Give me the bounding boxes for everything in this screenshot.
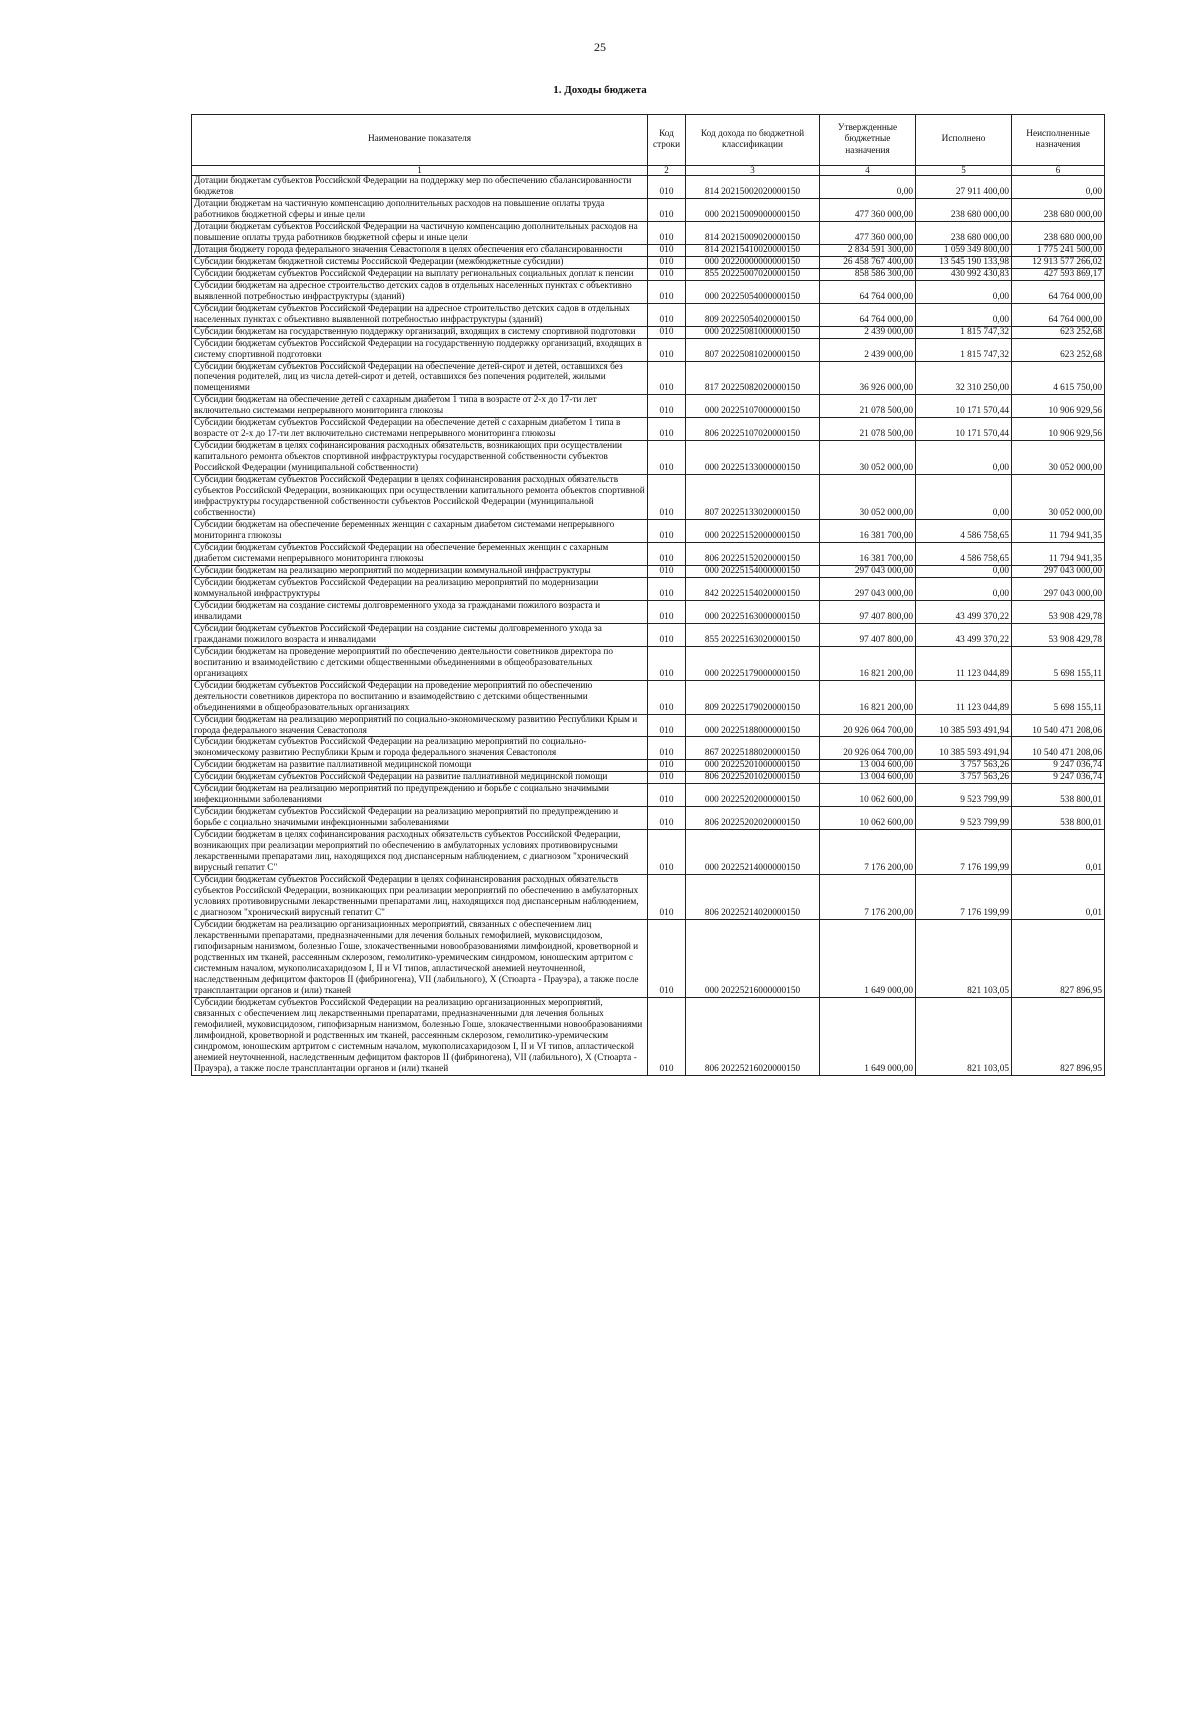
row-code: 010 bbox=[648, 565, 686, 577]
table-row bbox=[192, 714, 1105, 737]
row-approved: 477 360 000,00 bbox=[820, 221, 916, 244]
row-approved: 10 062 600,00 bbox=[820, 807, 916, 830]
column-number: 2 bbox=[648, 166, 686, 176]
row-code: 010 bbox=[648, 303, 686, 326]
table-row bbox=[192, 565, 1105, 577]
row-executed: 10 171 570,44 bbox=[916, 395, 1012, 418]
row-approved: 16 821 200,00 bbox=[820, 680, 916, 714]
row-approved: 97 407 800,00 bbox=[820, 600, 916, 623]
row-executed: 1 059 349 800,00 bbox=[916, 244, 1012, 256]
row-executed: 1 815 747,32 bbox=[916, 326, 1012, 338]
table-row bbox=[192, 280, 1105, 303]
row-code: 010 bbox=[648, 784, 686, 807]
row-executed: 7 176 199,99 bbox=[916, 830, 1012, 875]
row-executed: 27 911 400,00 bbox=[916, 176, 1012, 199]
row-executed: 821 103,05 bbox=[916, 919, 1012, 997]
row-name: Субсидии бюджетам на государственную поддержку организаций, входящих в систему спортивной подготовки bbox=[192, 326, 648, 338]
header-row bbox=[192, 115, 1105, 166]
row-approved: 297 043 000,00 bbox=[820, 565, 916, 577]
row-kbk: 809 20225054020000150 bbox=[686, 303, 820, 326]
row-code: 010 bbox=[648, 244, 686, 256]
row-unexecuted: 10 906 929,56 bbox=[1012, 395, 1105, 418]
row-executed: 4 586 758,65 bbox=[916, 543, 1012, 566]
row-executed: 10 385 593 491,94 bbox=[916, 737, 1012, 760]
row-code: 010 bbox=[648, 256, 686, 268]
row-code: 010 bbox=[648, 830, 686, 875]
section-title: 1. Доходы бюджета bbox=[553, 84, 647, 96]
row-kbk: 000 20215009000000150 bbox=[686, 198, 820, 221]
row-approved: 21 078 500,00 bbox=[820, 418, 916, 441]
table-row bbox=[192, 737, 1105, 760]
row-name: Субсидии бюджетам субъектов Российской Федерации на выплату региональных социальных доплат к пенсии bbox=[192, 268, 648, 280]
row-name: Субсидии бюджетам на обеспечение детей с сахарным диабетом 1 типа в возрасте от 2-х до 17-ти лет включительно системами непрерывного мониторинга глюкозы bbox=[192, 395, 648, 418]
row-name: Дотация бюджету города федерального значения Севастополя в целях обеспечения его сбалансированности bbox=[192, 244, 648, 256]
row-code: 010 bbox=[648, 418, 686, 441]
row-code: 010 bbox=[648, 176, 686, 199]
table-body bbox=[192, 176, 1105, 1076]
row-code: 010 bbox=[648, 441, 686, 475]
row-unexecuted: 623 252,68 bbox=[1012, 338, 1105, 361]
row-executed: 13 545 190 133,98 bbox=[916, 256, 1012, 268]
column-number: 6 bbox=[1012, 166, 1105, 176]
row-code: 010 bbox=[648, 737, 686, 760]
row-approved: 477 360 000,00 bbox=[820, 198, 916, 221]
row-executed: 0,00 bbox=[916, 280, 1012, 303]
row-executed: 1 815 747,32 bbox=[916, 338, 1012, 361]
row-unexecuted: 53 908 429,78 bbox=[1012, 600, 1105, 623]
row-kbk: 000 20225202000000150 bbox=[686, 784, 820, 807]
row-unexecuted: 64 764 000,00 bbox=[1012, 303, 1105, 326]
row-code: 010 bbox=[648, 997, 686, 1075]
row-executed: 430 992 430,83 bbox=[916, 268, 1012, 280]
row-approved: 36 926 000,00 bbox=[820, 361, 916, 395]
column-number: 4 bbox=[820, 166, 916, 176]
row-approved: 64 764 000,00 bbox=[820, 303, 916, 326]
row-code: 010 bbox=[648, 221, 686, 244]
row-unexecuted: 9 247 036,74 bbox=[1012, 772, 1105, 784]
table-row bbox=[192, 475, 1105, 520]
table-row bbox=[192, 441, 1105, 475]
row-unexecuted: 1 775 241 500,00 bbox=[1012, 244, 1105, 256]
row-code: 010 bbox=[648, 543, 686, 566]
row-name: Субсидии бюджетам на обеспечение беременных женщин с сахарным диабетом системами непрерывного мониторинга глюкозы bbox=[192, 520, 648, 543]
row-executed: 11 123 044,89 bbox=[916, 680, 1012, 714]
row-unexecuted: 297 043 000,00 bbox=[1012, 565, 1105, 577]
table-row bbox=[192, 361, 1105, 395]
row-code: 010 bbox=[648, 646, 686, 680]
row-unexecuted: 538 800,01 bbox=[1012, 784, 1105, 807]
row-code: 010 bbox=[648, 807, 686, 830]
row-name: Субсидии бюджетам субъектов Российской Федерации на государственную поддержку организаций, входящих в систему спортивной подготовки bbox=[192, 338, 648, 361]
row-code: 010 bbox=[648, 361, 686, 395]
row-approved: 7 176 200,00 bbox=[820, 875, 916, 920]
table-row bbox=[192, 830, 1105, 875]
row-unexecuted: 623 252,68 bbox=[1012, 326, 1105, 338]
row-unexecuted: 12 913 577 266,02 bbox=[1012, 256, 1105, 268]
row-unexecuted: 827 896,95 bbox=[1012, 919, 1105, 997]
row-kbk: 867 20225188020000150 bbox=[686, 737, 820, 760]
column-number-row bbox=[192, 166, 1105, 176]
row-code: 010 bbox=[648, 198, 686, 221]
row-name: Субсидии бюджетам субъектов Российской Федерации на реализацию мероприятий по предупреждению и борьбе с социально значимыми инфекционными заболеваниями bbox=[192, 807, 648, 830]
row-name: Субсидии бюджетам на реализацию мероприятий по предупреждению и борьбе с социально значимыми инфекционными заболеваниями bbox=[192, 784, 648, 807]
row-name: Субсидии бюджетам на проведение мероприятий по обеспечению деятельности советников директора по воспитанию и взаимодействию с детскими общественными объединениями в общеобразовательных организациях bbox=[192, 646, 648, 680]
row-executed: 0,00 bbox=[916, 577, 1012, 600]
row-kbk: 855 20225007020000150 bbox=[686, 268, 820, 280]
header-unexecuted: Неисполненные назначения bbox=[1012, 115, 1105, 166]
row-kbk: 807 20225133020000150 bbox=[686, 475, 820, 520]
row-unexecuted: 827 896,95 bbox=[1012, 997, 1105, 1075]
row-code: 010 bbox=[648, 577, 686, 600]
row-approved: 20 926 064 700,00 bbox=[820, 714, 916, 737]
row-kbk: 814 20215009020000150 bbox=[686, 221, 820, 244]
row-kbk: 814 20215410020000150 bbox=[686, 244, 820, 256]
row-unexecuted: 30 052 000,00 bbox=[1012, 441, 1105, 475]
column-number: 3 bbox=[686, 166, 820, 176]
row-kbk: 806 20225214020000150 bbox=[686, 875, 820, 920]
row-name: Субсидии бюджетам на реализацию мероприятий по социально-экономическому развитию Республики Крым и города федерального значения Севастополя bbox=[192, 714, 648, 737]
row-approved: 10 062 600,00 bbox=[820, 784, 916, 807]
row-name: Дотации бюджетам субъектов Российской Федерации на частичную компенсацию дополнительных расходов на повышение оплаты труда работников бюджетной сферы и иные цели bbox=[192, 221, 648, 244]
row-name: Субсидии бюджетам на развитие паллиативной медицинской помощи bbox=[192, 760, 648, 772]
row-code: 010 bbox=[648, 520, 686, 543]
row-unexecuted: 5 698 155,11 bbox=[1012, 646, 1105, 680]
header-kbk: Код дохода по бюджетной классификации bbox=[686, 115, 820, 166]
row-code: 010 bbox=[648, 772, 686, 784]
row-code: 010 bbox=[648, 475, 686, 520]
row-code: 010 bbox=[648, 714, 686, 737]
row-executed: 10 385 593 491,94 bbox=[916, 714, 1012, 737]
row-code: 010 bbox=[648, 268, 686, 280]
table-row bbox=[192, 256, 1105, 268]
table-row bbox=[192, 244, 1105, 256]
row-unexecuted: 0,00 bbox=[1012, 176, 1105, 199]
row-executed: 4 586 758,65 bbox=[916, 520, 1012, 543]
row-approved: 20 926 064 700,00 bbox=[820, 737, 916, 760]
table-row bbox=[192, 784, 1105, 807]
row-executed: 821 103,05 bbox=[916, 997, 1012, 1075]
row-code: 010 bbox=[648, 680, 686, 714]
column-number: 1 bbox=[192, 166, 648, 176]
row-approved: 858 586 300,00 bbox=[820, 268, 916, 280]
row-name: Субсидии бюджетам на адресное строительство детских садов в отдельных населенных пунктах с объективно выявленной потребностью инфраструктуры (зданий) bbox=[192, 280, 648, 303]
table-row bbox=[192, 303, 1105, 326]
row-executed: 238 680 000,00 bbox=[916, 221, 1012, 244]
table-row bbox=[192, 543, 1105, 566]
row-approved: 2 834 591 300,00 bbox=[820, 244, 916, 256]
row-code: 010 bbox=[648, 395, 686, 418]
table-row bbox=[192, 520, 1105, 543]
table-row bbox=[192, 997, 1105, 1075]
row-kbk: 806 20225201020000150 bbox=[686, 772, 820, 784]
row-kbk: 842 20225154020000150 bbox=[686, 577, 820, 600]
row-kbk: 000 20225214000000150 bbox=[686, 830, 820, 875]
row-unexecuted: 9 247 036,74 bbox=[1012, 760, 1105, 772]
row-name: Субсидии бюджетам субъектов Российской Федерации на развитие паллиативной медицинской помощи bbox=[192, 772, 648, 784]
row-name: Субсидии бюджетам в целях софинансирования расходных обязательств, возникающих при осуществлении капитального ремонта объектов спортивной инфраструктуры государственной собственности субъектов Российской Федерации (муниципальной собственности) bbox=[192, 441, 648, 475]
row-unexecuted: 538 800,01 bbox=[1012, 807, 1105, 830]
row-name: Субсидии бюджетам субъектов Российской Федерации на адресное строительство детских садов в отдельных населенных пунктах с объективно выявленной потребностью инфраструктуры (зданий) bbox=[192, 303, 648, 326]
table-row bbox=[192, 577, 1105, 600]
row-approved: 30 052 000,00 bbox=[820, 475, 916, 520]
header-code: Код строки bbox=[648, 115, 686, 166]
row-executed: 0,00 bbox=[916, 475, 1012, 520]
row-executed: 0,00 bbox=[916, 303, 1012, 326]
row-kbk: 000 20225188000000150 bbox=[686, 714, 820, 737]
row-executed: 9 523 799,99 bbox=[916, 807, 1012, 830]
table-row bbox=[192, 326, 1105, 338]
budget-revenue-table bbox=[191, 114, 1105, 1076]
header-name: Наименование показателя bbox=[192, 115, 648, 166]
row-code: 010 bbox=[648, 338, 686, 361]
row-approved: 16 821 200,00 bbox=[820, 646, 916, 680]
row-executed: 10 171 570,44 bbox=[916, 418, 1012, 441]
row-unexecuted: 238 680 000,00 bbox=[1012, 221, 1105, 244]
row-executed: 238 680 000,00 bbox=[916, 198, 1012, 221]
row-approved: 1 649 000,00 bbox=[820, 919, 916, 997]
row-unexecuted: 4 615 750,00 bbox=[1012, 361, 1105, 395]
row-executed: 43 499 370,22 bbox=[916, 623, 1012, 646]
row-kbk: 000 20220000000000150 bbox=[686, 256, 820, 268]
row-kbk: 000 20225107000000150 bbox=[686, 395, 820, 418]
row-approved: 64 764 000,00 bbox=[820, 280, 916, 303]
row-approved: 2 439 000,00 bbox=[820, 326, 916, 338]
table-row bbox=[192, 875, 1105, 920]
row-name: Субсидии бюджетам на создание системы долговременного ухода за гражданами пожилого возраста и инвалидами bbox=[192, 600, 648, 623]
row-unexecuted: 53 908 429,78 bbox=[1012, 623, 1105, 646]
table-row bbox=[192, 623, 1105, 646]
row-kbk: 814 20215002020000150 bbox=[686, 176, 820, 199]
row-executed: 0,00 bbox=[916, 441, 1012, 475]
row-executed: 3 757 563,26 bbox=[916, 760, 1012, 772]
row-unexecuted: 0,01 bbox=[1012, 830, 1105, 875]
row-unexecuted: 5 698 155,11 bbox=[1012, 680, 1105, 714]
row-name: Субсидии бюджетам субъектов Российской Федерации в целях софинансирования расходных обязательств субъектов Российской Федерации, возникающих при осуществлении капитального ремонта объектов спортивной инфраструктуры государственной собственности субъектов Российской Федерации (муниципальной собственности) bbox=[192, 475, 648, 520]
row-kbk: 000 20225154000000150 bbox=[686, 565, 820, 577]
row-executed: 0,00 bbox=[916, 565, 1012, 577]
row-executed: 7 176 199,99 bbox=[916, 875, 1012, 920]
row-kbk: 000 20225163000000150 bbox=[686, 600, 820, 623]
row-unexecuted: 0,01 bbox=[1012, 875, 1105, 920]
row-name: Субсидии бюджетам субъектов Российской Федерации в целях софинансирования расходных обязательств субъектов Российской Федерации, возникающих при реализации мероприятий по обеспечению в амбулаторных условиях противовирусными лекарственными препаратами лиц, находящихся под диспансерным наблюдением, с диагнозом "хронический вирусный гепатит С" bbox=[192, 875, 648, 920]
row-unexecuted: 297 043 000,00 bbox=[1012, 577, 1105, 600]
table-row bbox=[192, 919, 1105, 997]
row-code: 010 bbox=[648, 760, 686, 772]
header-approved: Утвержденные бюджетные назначения bbox=[820, 115, 916, 166]
table-row bbox=[192, 680, 1105, 714]
row-approved: 26 458 767 400,00 bbox=[820, 256, 916, 268]
row-approved: 297 043 000,00 bbox=[820, 577, 916, 600]
row-name: Субсидии бюджетам субъектов Российской Федерации на обеспечение детей-сирот и детей, оставшихся без попечения родителей, лиц из числа детей-сирот и детей, оставшихся без попечения родителей, жилыми помещениями bbox=[192, 361, 648, 395]
row-approved: 2 439 000,00 bbox=[820, 338, 916, 361]
row-approved: 16 381 700,00 bbox=[820, 520, 916, 543]
row-name: Субсидии бюджетам субъектов Российской Федерации на реализацию мероприятий по модернизации коммунальной инфраструктуры bbox=[192, 577, 648, 600]
row-unexecuted: 10 540 471 208,06 bbox=[1012, 737, 1105, 760]
row-name: Субсидии бюджетам на реализацию мероприятий по модернизации коммунальной инфраструктуры bbox=[192, 565, 648, 577]
row-kbk: 000 20225054000000150 bbox=[686, 280, 820, 303]
table-row bbox=[192, 418, 1105, 441]
row-name: Субсидии бюджетам субъектов Российской Федерации на обеспечение детей с сахарным диабетом 1 типа в возрасте от 2-х до 17-ти лет включительно системами непрерывного мониторинга глюкозы bbox=[192, 418, 648, 441]
row-name: Субсидии бюджетам бюджетной системы Российской Федерации (межбюджетные субсидии) bbox=[192, 256, 648, 268]
row-unexecuted: 30 052 000,00 bbox=[1012, 475, 1105, 520]
row-approved: 13 004 600,00 bbox=[820, 760, 916, 772]
table-row bbox=[192, 395, 1105, 418]
row-name: Субсидии бюджетам субъектов Российской Федерации на реализацию мероприятий по социально-экономическому развитию Республики Крым и города федерального значения Севастополя bbox=[192, 737, 648, 760]
row-code: 010 bbox=[648, 280, 686, 303]
row-approved: 0,00 bbox=[820, 176, 916, 199]
table-row bbox=[192, 807, 1105, 830]
row-kbk: 000 20225179000000150 bbox=[686, 646, 820, 680]
table-row bbox=[192, 760, 1105, 772]
row-code: 010 bbox=[648, 623, 686, 646]
row-executed: 32 310 250,00 bbox=[916, 361, 1012, 395]
row-approved: 13 004 600,00 bbox=[820, 772, 916, 784]
row-name: Субсидии бюджетам субъектов Российской Федерации на обеспечение беременных женщин с сахарным диабетом системами непрерывного мониторинга глюкозы bbox=[192, 543, 648, 566]
row-name: Субсидии бюджетам в целях софинансирования расходных обязательств субъектов Российской Федерации, возникающих при реализации мероприятий по обеспечению в амбулаторных условиях противовирусными лекарственными препаратами лиц, находящихся под диспансерным наблюдением, с диагнозом "хронический вирусный гепатит С" bbox=[192, 830, 648, 875]
row-unexecuted: 10 906 929,56 bbox=[1012, 418, 1105, 441]
row-name: Субсидии бюджетам субъектов Российской Федерации на проведение мероприятий по обеспечению деятельности советников директора по воспитанию и взаимодействию с детскими общественными объединениями в общеобразовательных организациях bbox=[192, 680, 648, 714]
row-unexecuted: 238 680 000,00 bbox=[1012, 198, 1105, 221]
row-kbk: 000 20225133000000150 bbox=[686, 441, 820, 475]
row-code: 010 bbox=[648, 919, 686, 997]
row-approved: 1 649 000,00 bbox=[820, 997, 916, 1075]
row-name: Субсидии бюджетам на реализацию организационных мероприятий, связанных с обеспечением лиц лекарственными препаратами, предназначенными для лечения больных гемофилией, муковисцидозом, гипофизарным нанизмом, болезнью Гоше, злокачественными новообразованиями лимфоидной, кроветворной и родственных им тканей, рассеянным склерозом, гемолитико-уремическим синдромом, юношеским артритом с системным началом, мукополисахаридозом I, II и VI типов, апластической анемией неуточненной, наследственным дефицитом факторов II (фибриногена), VII (лабильного), X (Стюарта - Прауэра), а также после трансплантации органов и (или) тканей bbox=[192, 919, 648, 997]
row-code: 010 bbox=[648, 600, 686, 623]
row-unexecuted: 427 593 869,17 bbox=[1012, 268, 1105, 280]
row-kbk: 000 20225152000000150 bbox=[686, 520, 820, 543]
row-unexecuted: 11 794 941,35 bbox=[1012, 543, 1105, 566]
row-unexecuted: 11 794 941,35 bbox=[1012, 520, 1105, 543]
row-code: 010 bbox=[648, 326, 686, 338]
row-executed: 11 123 044,89 bbox=[916, 646, 1012, 680]
row-approved: 30 052 000,00 bbox=[820, 441, 916, 475]
row-kbk: 000 20225216000000150 bbox=[686, 919, 820, 997]
row-kbk: 000 20225081000000150 bbox=[686, 326, 820, 338]
table-row bbox=[192, 600, 1105, 623]
table-row bbox=[192, 176, 1105, 199]
row-kbk: 809 20225179020000150 bbox=[686, 680, 820, 714]
row-approved: 97 407 800,00 bbox=[820, 623, 916, 646]
row-code: 010 bbox=[648, 875, 686, 920]
row-name: Дотации бюджетам на частичную компенсацию дополнительных расходов на повышение оплаты труда работников бюджетной сферы и иные цели bbox=[192, 198, 648, 221]
row-approved: 21 078 500,00 bbox=[820, 395, 916, 418]
row-kbk: 806 20225216020000150 bbox=[686, 997, 820, 1075]
row-kbk: 806 20225202020000150 bbox=[686, 807, 820, 830]
column-number: 5 bbox=[916, 166, 1012, 176]
row-unexecuted: 10 540 471 208,06 bbox=[1012, 714, 1105, 737]
row-executed: 9 523 799,99 bbox=[916, 784, 1012, 807]
row-kbk: 806 20225107020000150 bbox=[686, 418, 820, 441]
row-executed: 43 499 370,22 bbox=[916, 600, 1012, 623]
table-row bbox=[192, 772, 1105, 784]
row-name: Дотации бюджетам субъектов Российской Федерации на поддержку мер по обеспечению сбалансированности бюджетов bbox=[192, 176, 648, 199]
header-executed: Исполнено bbox=[916, 115, 1012, 166]
table-row bbox=[192, 338, 1105, 361]
row-kbk: 817 20225082020000150 bbox=[686, 361, 820, 395]
row-executed: 3 757 563,26 bbox=[916, 772, 1012, 784]
row-kbk: 806 20225152020000150 bbox=[686, 543, 820, 566]
row-unexecuted: 64 764 000,00 bbox=[1012, 280, 1105, 303]
table-row bbox=[192, 221, 1105, 244]
page-number: 25 bbox=[594, 40, 606, 54]
table-row bbox=[192, 198, 1105, 221]
table-row bbox=[192, 268, 1105, 280]
row-kbk: 855 20225163020000150 bbox=[686, 623, 820, 646]
row-approved: 7 176 200,00 bbox=[820, 830, 916, 875]
table-row bbox=[192, 646, 1105, 680]
row-kbk: 807 20225081020000150 bbox=[686, 338, 820, 361]
row-name: Субсидии бюджетам субъектов Российской Федерации на реализацию организационных мероприятий, связанных с обеспечением лиц лекарственными препаратами, предназначенными для лечения больных гемофилией, муковисцидозом, гипофизарным нанизмом, болезнью Гоше, злокачественными новообразованиями лимфоидной, кроветворной и родственных им тканей, рассеянным склерозом, гемолитико-уремическим синдромом, юношеским артритом с системным началом, мукополисахаридозом I, II и VI типов, апластической анемией неуточненной, наследственным дефицитом факторов II (фибриногена), VII (лабильного), X (Стюарта - Прауэра), а также после трансплантации органов и (или) тканей bbox=[192, 997, 648, 1075]
row-name: Субсидии бюджетам субъектов Российской Федерации на создание системы долговременного ухода за гражданами пожилого возраста и инвалидами bbox=[192, 623, 648, 646]
row-kbk: 000 20225201000000150 bbox=[686, 760, 820, 772]
row-approved: 16 381 700,00 bbox=[820, 543, 916, 566]
